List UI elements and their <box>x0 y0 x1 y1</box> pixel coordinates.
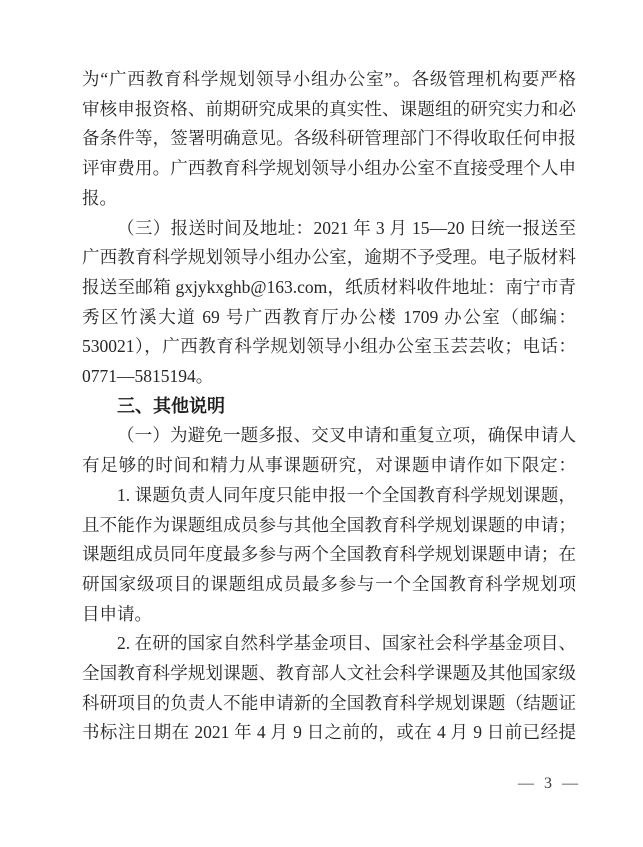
text-line: 广西教育科学规划领导小组办公室，逾期不予受理。电子版材料 <box>82 247 576 268</box>
paragraph-rule-1 <box>82 481 576 630</box>
paragraph-submission-info <box>82 214 576 392</box>
section-heading-other-notes <box>82 392 576 422</box>
text-line: 评审费用。广西教育科学规划领导小组办公室不直接受理个人申 <box>82 158 576 179</box>
text-line: 0771—5815194。 <box>82 366 214 387</box>
text-line: 秀区竹溪大道 69 号广西教育厅办公楼 1709 办公室（邮编： <box>82 306 576 327</box>
paragraph-restriction-intro <box>82 421 576 480</box>
text-line: 报。 <box>82 187 117 208</box>
text-line: 目申请。 <box>82 603 152 624</box>
text-line: 研国家级项目的课题组成员最多参与一个全国教育科学规划项 <box>82 573 576 594</box>
text-line: 且不能作为课题组成员参与其他全国教育科学规划课题的申请； <box>82 514 576 535</box>
section-heading: 三、其他说明 <box>117 395 225 416</box>
text-line: （三）报送时间及地址：2021 年 3 月 15—20 日统一报送至 <box>117 217 576 238</box>
text-line: （一）为避免一题多报、交叉申请和重复立项，确保申请人 <box>117 425 576 446</box>
text-line: 报送至邮箱 gxjykxghb@163.com，纸质材料收件地址：南宁市青 <box>82 276 576 297</box>
page-number: — 3 — <box>518 775 581 792</box>
text-line: 备条件等，签署明确意见。各级科研管理部门不得收取任何申报 <box>82 128 576 149</box>
text-line: 为“广西教育科学规划领导小组办公室”。各级管理机构要严格 <box>82 69 576 89</box>
document-body <box>82 65 576 748</box>
text-line: 审核申报资格、前期研究成果的真实性、课题组的研究实力和必 <box>82 98 576 119</box>
text-line: 书标注日期在 2021 年 4 月 9 日之前的，或在 4 月 9 日前已经提 <box>82 722 576 743</box>
text-line: 1. 课题负责人同年度只能申报一个全国教育科学规划课题， <box>117 484 576 505</box>
text-line: 530021），广西教育科学规划领导小组办公室玉芸芸收；电话： <box>82 336 576 357</box>
text-line: 2. 在研的国家自然科学基金项目、国家社会科学基金项目、 <box>117 633 576 654</box>
paragraph-agency-review <box>82 65 576 214</box>
text-line: 全国教育科学规划课题、教育部人文社会科学课题及其他国家级 <box>82 663 576 684</box>
paragraph-rule-2 <box>82 629 576 748</box>
text-line: 有足够的时间和精力从事课题研究，对课题申请作如下限定： <box>82 455 576 476</box>
text-line: 科研项目的负责人不能申请新的全国教育科学规划课题（结题证 <box>82 692 576 713</box>
text-line: 课题组成员同年度最多参与两个全国教育科学规划课题申请；在 <box>82 544 576 565</box>
